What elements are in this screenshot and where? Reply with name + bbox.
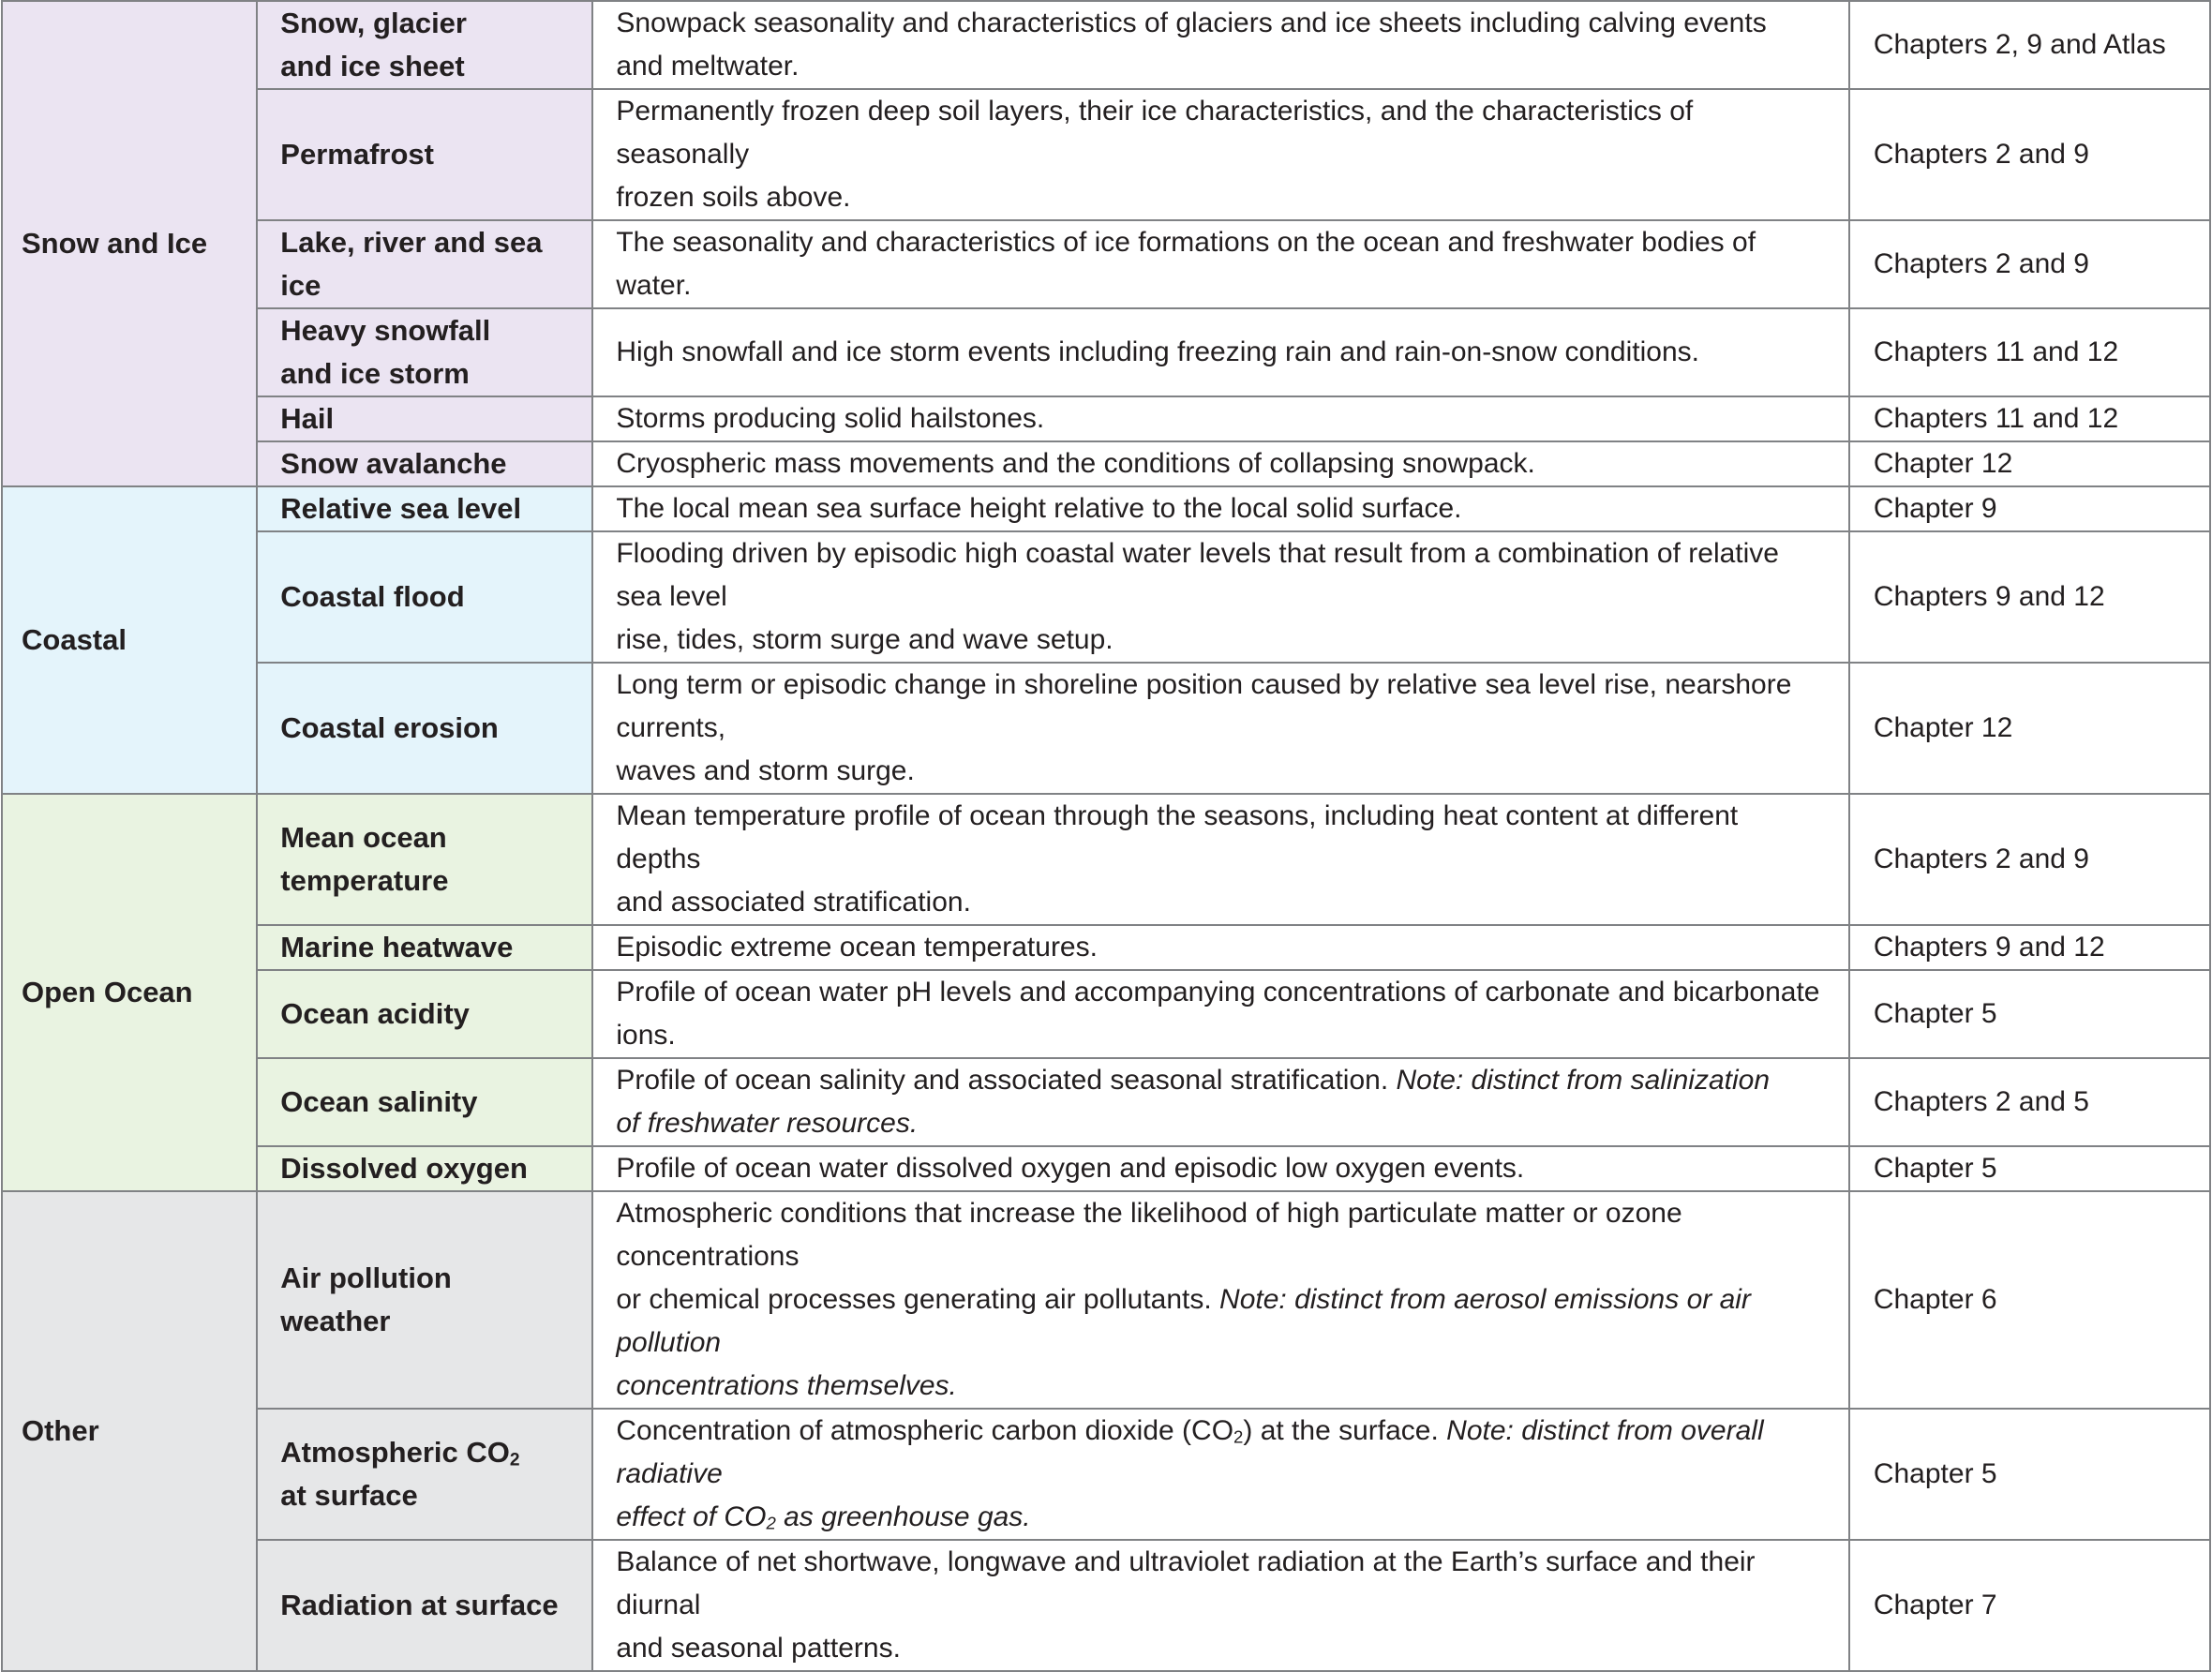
table-row	[2, 925, 2210, 970]
chapter-reference: Chapter 5	[1849, 1146, 2210, 1191]
hazard-description: Profile of ocean water dissolved oxygen and episodic low oxygen events.	[592, 1146, 1848, 1191]
table-row	[2, 1191, 2210, 1409]
hazard-name: Atmospheric $CO_2$ at surface	[257, 1409, 592, 1540]
table-row	[2, 794, 2210, 925]
hazard-description: Snowpack seasonality and characteristics of glaciers and ice sheets including calving events and meltwater.	[592, 1, 1848, 89]
chapter-reference: Chapters 11 and 12	[1849, 308, 2210, 396]
hazard-name: Ocean acidity	[257, 970, 592, 1058]
hazard-description: Flooding driven by episodic high coastal water levels that result from a combination of relative sea level rise, tides, storm surge and wave setup.	[592, 531, 1848, 663]
table-row	[2, 531, 2210, 663]
hazard-description: The local mean sea surface height relative to the local solid surface.	[592, 486, 1848, 531]
chapter-reference: Chapter 12	[1849, 663, 2210, 794]
hazard-description: Atmospheric conditions that increase the likelihood of high particulate matter or ozone concentrations or chemical processes generating air pollutants. Note: distinct from aerosol emissions or air pollution concentrations themselves.	[592, 1191, 1848, 1409]
hazard-description: The seasonality and characteristics of ice formations on the ocean and freshwater bodies of water.	[592, 220, 1848, 308]
category-cell: Open Ocean	[2, 794, 257, 1191]
hazard-name: Coastal flood	[257, 531, 592, 663]
hazard-name: Air pollution weather	[257, 1191, 592, 1409]
hazard-description: Storms producing solid hailstones.	[592, 396, 1848, 441]
hazard-table	[1, 0, 2211, 1672]
chapter-reference: Chapters 9 and 12	[1849, 925, 2210, 970]
hazard-name: Mean ocean temperature	[257, 794, 592, 925]
chapter-reference: Chapters 2 and 9	[1849, 220, 2210, 308]
category-cell: Snow and Ice	[2, 1, 257, 486]
category-cell: Other	[2, 1191, 257, 1671]
note-text: Note: distinct from aerosol emissions or air pollution	[616, 1284, 1751, 1358]
note-text: effect of $CO_2$ as greenhouse gas.	[616, 1501, 1031, 1533]
hazard-name: Permafrost	[257, 89, 592, 220]
chapter-reference: Chapter 6	[1849, 1191, 2210, 1409]
hazard-name: Relative sea level	[257, 486, 592, 531]
table-row	[2, 1146, 2210, 1191]
note-text: of freshwater resources.	[616, 1108, 919, 1139]
hazard-name: Snow, glacier and ice sheet	[257, 1, 592, 89]
note-text: Note: distinct from salinization	[1396, 1065, 1771, 1096]
table-row	[2, 663, 2210, 794]
chapter-reference: Chapter 12	[1849, 441, 2210, 486]
hazard-description: Cryospheric mass movements and the conditions of collapsing snowpack.	[592, 441, 1848, 486]
table-row	[2, 220, 2210, 308]
note-text: concentrations themselves.	[616, 1370, 957, 1401]
table-row	[2, 1540, 2210, 1671]
table-row	[2, 1058, 2210, 1146]
table-row	[2, 441, 2210, 486]
hazard-name: Heavy snowfall and ice storm	[257, 308, 592, 396]
chapter-reference: Chapter 9	[1849, 486, 2210, 531]
hazard-name: Lake, river and sea ice	[257, 220, 592, 308]
chapter-reference: Chapter 7	[1849, 1540, 2210, 1671]
hazard-description: Concentration of atmospheric carbon dioxide $(CO_2)$ at the surface. Note: distinct from overall radiative effect of $CO_2$ as greenhouse gas.	[592, 1409, 1848, 1540]
chapter-reference: Chapters 2 and 5	[1849, 1058, 2210, 1146]
hazard-description: Long term or episodic change in shoreline position caused by relative sea level rise, nearshore currents, waves and storm surge.	[592, 663, 1848, 794]
chapter-reference: Chapter 5	[1849, 1409, 2210, 1540]
hazard-name: Dissolved oxygen	[257, 1146, 592, 1191]
table-row	[2, 396, 2210, 441]
hazard-description: Balance of net shortwave, longwave and ultraviolet radiation at the Earth’s surface and their diurnal and seasonal patterns.	[592, 1540, 1848, 1671]
hazard-description: Episodic extreme ocean temperatures.	[592, 925, 1848, 970]
hazard-name: Hail	[257, 396, 592, 441]
chapter-reference: Chapters 2 and 9	[1849, 794, 2210, 925]
hazard-name: Radiation at surface	[257, 1540, 592, 1671]
hazard-name: Ocean salinity	[257, 1058, 592, 1146]
table-row	[2, 89, 2210, 220]
table-row	[2, 970, 2210, 1058]
hazard-description: Permanently frozen deep soil layers, their ice characteristics, and the characteristics of seasonally frozen soils above.	[592, 89, 1848, 220]
chapter-reference: Chapters 2 and 9	[1849, 89, 2210, 220]
hazard-name: Coastal erosion	[257, 663, 592, 794]
chapter-reference: Chapter 5	[1849, 970, 2210, 1058]
table-row	[2, 308, 2210, 396]
chapter-reference: Chapters 11 and 12	[1849, 396, 2210, 441]
hazard-name: Snow avalanche	[257, 441, 592, 486]
table-row	[2, 1, 2210, 89]
note-text: Note: distinct from overall radiative	[616, 1415, 1764, 1489]
category-cell: Coastal	[2, 486, 257, 794]
hazard-name: Marine heatwave	[257, 925, 592, 970]
hazard-description: Profile of ocean salinity and associated seasonal stratification. Note: distinct from salinization of freshwater resources.	[592, 1058, 1848, 1146]
hazard-description: High snowfall and ice storm events including freezing rain and rain-on-snow conditions.	[592, 308, 1848, 396]
hazard-description: Profile of ocean water pH levels and accompanying concentrations of carbonate and bicarbonate ions.	[592, 970, 1848, 1058]
hazard-description: Mean temperature profile of ocean through the seasons, including heat content at different depths and associated stratification.	[592, 794, 1848, 925]
chapter-reference: Chapters 2, 9 and Atlas	[1849, 1, 2210, 89]
table-row	[2, 486, 2210, 531]
chapter-reference: Chapters 9 and 12	[1849, 531, 2210, 663]
table-row	[2, 1409, 2210, 1540]
